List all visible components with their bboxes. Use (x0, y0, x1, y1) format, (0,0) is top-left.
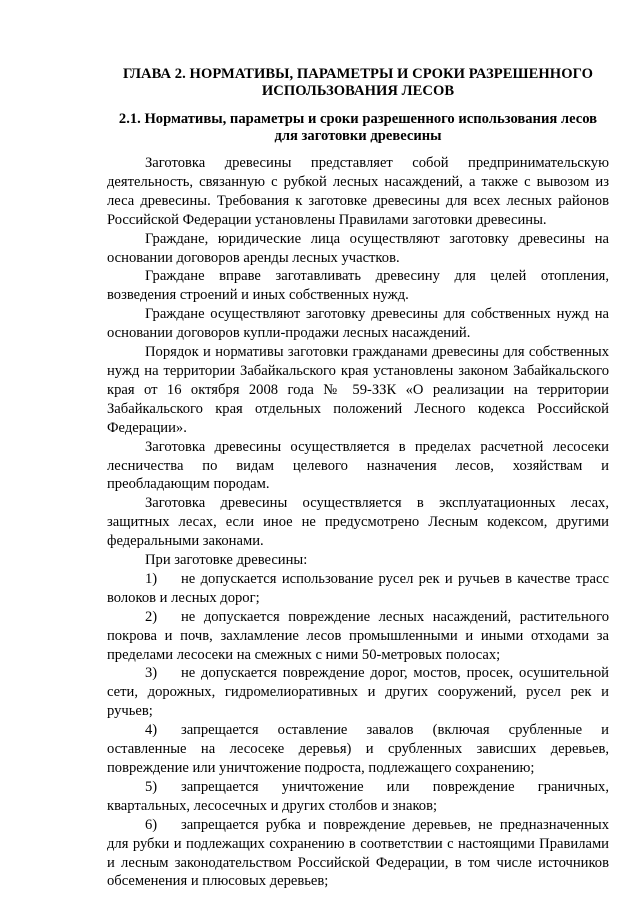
list-item (107, 778, 609, 816)
list-item-text: не допускается повреждение лесных насаждений, растительного покрова и почв, захламление лесов промышленными и иными отходами за пределами лесосеки на смежных с ними 50-метровых полосах; (107, 608, 609, 663)
paragraph: Заготовка древесины осуществляется в эксплуатационных лесах, защитных лесах, если иное не предусмотрено Лесным кодексом, другими федеральными законами. (107, 495, 609, 550)
list-item-number: 3) (145, 665, 158, 682)
chapter-title: ГЛАВА 2. НОРМАТИВЫ, ПАРАМЕТРЫ И СРОКИ РАЗРЕШЕННОГО ИСПОЛЬЗОВАНИЯ ЛЕСОВ (123, 66, 593, 99)
paragraph: Граждане осуществляют заготовку древесины для собственных нужд на основании договоров купли-продажи лесных насаждений. (107, 306, 609, 342)
list-item-number: 6) (145, 816, 158, 833)
list-item-number: 4) (145, 722, 158, 739)
list-item (107, 570, 609, 608)
paragraph: Граждане вправе заготавливать древесину для целей отопления, возведения строений и иных собственных нужд. (107, 268, 609, 304)
list-item (107, 816, 609, 892)
paragraph: Граждане, юридические лица осуществляют заготовку древесины на основании договоров аренды лесных участков. (107, 230, 609, 266)
list-item (107, 664, 609, 721)
list-item-text: запрещается уничтожение или повреждение граничных, квартальных, лесосечных и других столбов и знаков; (107, 778, 609, 814)
list-item-number: 1) (145, 570, 158, 587)
paragraph: При заготовке древесины: (145, 552, 308, 569)
list-item-number: 5) (145, 778, 158, 795)
paragraph: Порядок и нормативы заготовки гражданами древесины для собственных нужд на территории Забайкальского края установлены законом Забайкальского края от 16 октября 2008 года № 59-ЗЗК «О реализации на территории Забайкальского края отдельных положений Лесного кодекса Российской Федерации». (107, 344, 609, 436)
list-item-text: запрещается оставление завалов (включая срубленные и оставленные на лесосеке деревья) и срубленных зависших деревьев, повреждение или уничтожение подроста, подлежащего сохранению; (107, 722, 609, 776)
list-item-text: запрещается рубка и повреждение деревьев, не предназначенных для рубки и подлежащих сохранению в соответствии с настоящими Правилами и лесным законодательством Российской Федерации, в том числе источников обсеменения и плюсовых деревьев; (107, 816, 609, 890)
paragraph: Заготовка древесины осуществляется в пределах расчетной лесосеки лесничества по видам целевого назначения лесов, хозяйствам и преобладающим породам. (107, 438, 609, 493)
list-item-text: не допускается использование русел рек и ручьев в качестве трасс волоков и лесных дорог; (107, 570, 609, 606)
paragraph: Заготовка древесины представляет собой предпринимательскую деятельность, связанную с рубкой лесных насаждений, а также с вывозом из леса древесины. Требования к заготовке древесины для всех лесных районов Российской Федерации установлены Правилами заготовки древесины. (107, 155, 609, 228)
list-item-text: не допускается повреждение дорог, мостов, просек, осушительной сети, дорожных, гидромелиоративных и других сооружений, русел рек и ручьев; (107, 665, 609, 720)
list-item (107, 608, 609, 665)
list-item-number: 2) (145, 608, 158, 625)
document-page (107, 66, 609, 891)
section-title: 2.1. Нормативы, параметры и сроки разрешенного использования лесов для заготовки древесины (118, 111, 598, 144)
list-item (107, 721, 609, 778)
